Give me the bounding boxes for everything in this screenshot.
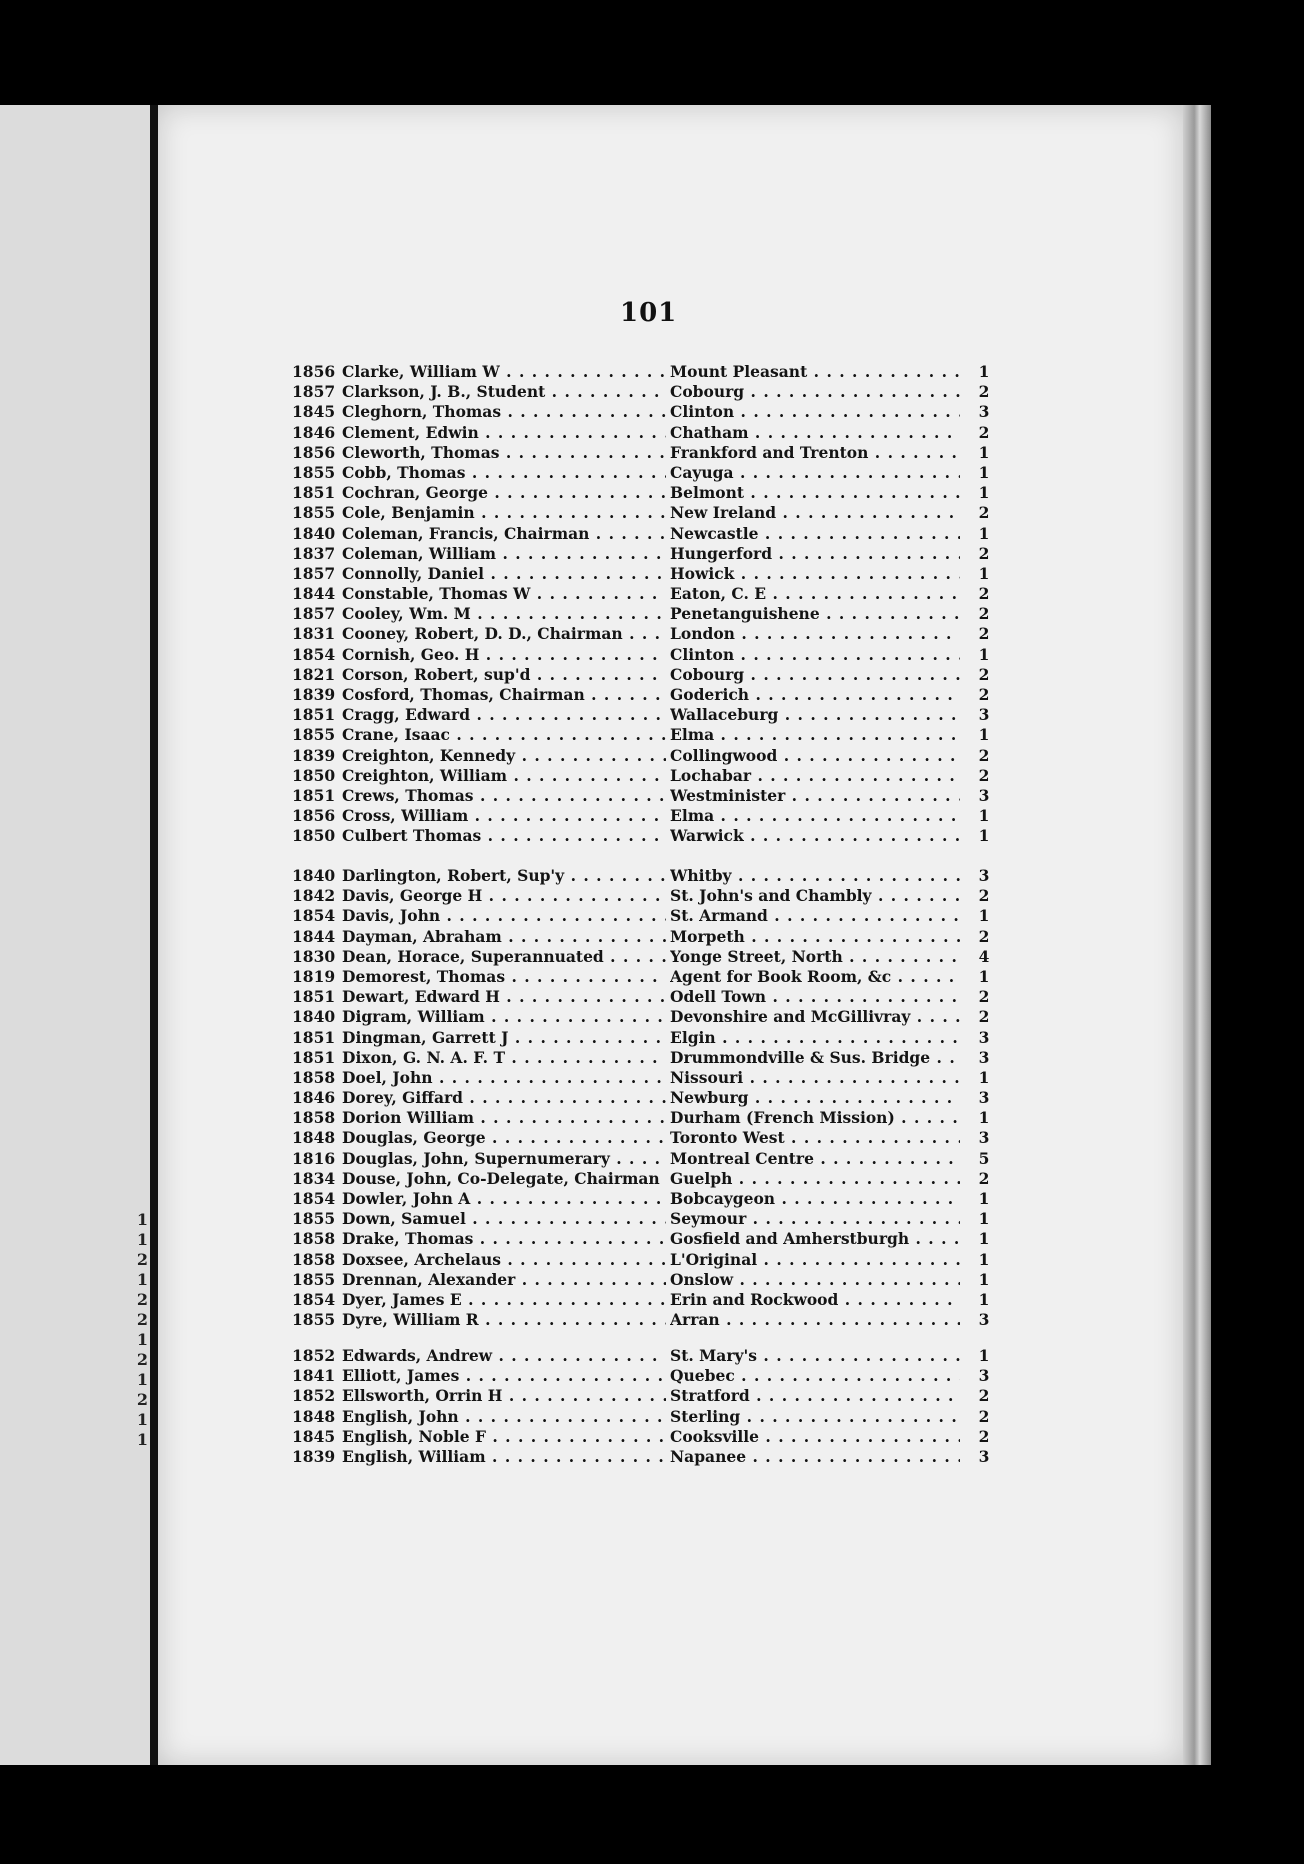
years-count: 2 <box>978 382 990 402</box>
minister-name: Dixon, G. N. A. F. T . . . <box>342 1048 666 1068</box>
years-count: 2 <box>978 604 990 624</box>
minister-name: Cross, William . . . <box>342 806 666 826</box>
entry-year: 1858 <box>292 1249 336 1269</box>
minister-name: English, William . . . <box>342 1447 666 1467</box>
years-count: 3 <box>978 705 990 725</box>
entry-year: 1855 <box>292 725 336 745</box>
directory-row <box>292 766 1012 786</box>
station-name: Seymour . . . <box>670 1209 960 1229</box>
years-count: 2 <box>978 624 990 644</box>
entry-year: 1855 <box>292 1269 336 1289</box>
minister-name: Dingman, Garrett J . . . <box>342 1028 666 1048</box>
minister-name: Cole, Benjamin . . . <box>342 503 666 523</box>
directory-row <box>292 1250 1012 1270</box>
station-name: Westminister . . . <box>670 786 960 806</box>
directory-row <box>292 987 1012 1007</box>
station-name: Lochabar . . . <box>670 766 960 786</box>
entry-year: 1851 <box>292 987 336 1007</box>
entry-year: 1858 <box>292 1067 336 1087</box>
years-count: 1 <box>978 462 990 482</box>
years-count: 2 <box>978 1406 990 1426</box>
minister-name: Drake, Thomas . . . <box>342 1229 666 1249</box>
station-name: London . . . <box>670 624 960 644</box>
station-name: New Ireland . . . <box>670 503 960 523</box>
years-count: 1 <box>978 906 990 926</box>
years-count: 1 <box>978 442 990 462</box>
station-name: St. Armand . . . <box>670 906 960 926</box>
directory-row <box>292 1290 1012 1310</box>
minister-name: Coleman, Francis, Chairman . . . <box>342 524 666 544</box>
directory-row <box>292 1068 1012 1088</box>
station-name: Drummondville & Sus. Bridge . . . <box>670 1048 960 1068</box>
entry-year: 1857 <box>292 382 336 402</box>
minister-name: Crews, Thomas . . . <box>342 786 666 806</box>
years-count: 3 <box>978 402 990 422</box>
station-name: Goderich . . . <box>670 685 960 705</box>
minister-name: Cornish, Geo. H . . . <box>342 645 666 665</box>
entry-year: 1856 <box>292 442 336 462</box>
years-count: 1 <box>978 966 990 986</box>
minister-name: Drennan, Alexander . . . <box>342 1270 666 1290</box>
years-count: 1 <box>978 826 990 846</box>
station-name: Devonshire and McGillivray . . . <box>670 1007 960 1027</box>
minister-name: Cosford, Thomas, Chairman . . . <box>342 685 666 705</box>
entry-year: 1816 <box>292 1148 336 1168</box>
minister-name: Doxsee, Archelaus . . . <box>342 1250 666 1270</box>
years-count: 2 <box>978 1386 990 1406</box>
years-count: 1 <box>978 644 990 664</box>
years-count: 2 <box>978 745 990 765</box>
directory-row <box>292 806 1012 826</box>
years-count: 3 <box>978 785 990 805</box>
minister-name: Digram, William . . . <box>342 1007 666 1027</box>
years-count: 2 <box>978 422 990 442</box>
station-name: Wallaceburg . . . <box>670 705 960 725</box>
section-d-entries <box>292 866 1012 1330</box>
entry-year: 1851 <box>292 785 336 805</box>
years-count: 1 <box>978 1229 990 1249</box>
entry-year: 1856 <box>292 806 336 826</box>
minister-name: Corson, Robert, sup'd . . . <box>342 665 666 685</box>
station-name: Cobourg . . . <box>670 382 960 402</box>
directory-row <box>292 886 1012 906</box>
entry-year: 1845 <box>292 402 336 422</box>
station-name: Agent for Book Room, &c . . . <box>670 967 960 987</box>
directory-row <box>292 1128 1012 1148</box>
station-name: Odell Town . . . <box>670 987 960 1007</box>
entry-year: 1854 <box>292 1289 336 1309</box>
directory-row <box>292 1028 1012 1048</box>
entry-year: 1842 <box>292 886 336 906</box>
entry-year: 1855 <box>292 1310 336 1330</box>
entry-year: 1851 <box>292 1027 336 1047</box>
years-count: 2 <box>978 926 990 946</box>
directory-row <box>292 1088 1012 1108</box>
directory-row <box>292 1270 1012 1290</box>
directory-row <box>292 1366 1012 1386</box>
directory-row <box>292 584 1012 604</box>
station-name: Onslow . . . <box>670 1270 960 1290</box>
years-count: 2 <box>978 543 990 563</box>
minister-name: Darlington, Robert, Sup'y . . . <box>342 866 666 886</box>
directory-row <box>292 503 1012 523</box>
minister-name: Davis, John . . . <box>342 906 666 926</box>
entry-year: 1855 <box>292 1209 336 1229</box>
entry-year: 1851 <box>292 705 336 725</box>
minister-name: Dean, Horace, Superannuated . . . <box>342 947 666 967</box>
page-stack-edge <box>1183 105 1211 1765</box>
station-name: Whitby . . . <box>670 866 960 886</box>
minister-name: Clement, Edwin . . . <box>342 423 666 443</box>
directory-row <box>292 362 1012 382</box>
facing-page-edge <box>0 105 150 1765</box>
years-count: 2 <box>978 1426 990 1446</box>
entry-year: 1837 <box>292 543 336 563</box>
years-count: 2 <box>978 664 990 684</box>
minister-name: Douse, John, Co-Delegate, Chairman . . . <box>342 1169 666 1189</box>
minister-name: Doel, John . . . <box>342 1068 666 1088</box>
entry-year: 1854 <box>292 644 336 664</box>
minister-name: Clarkson, J. B., Student . . . <box>342 382 666 402</box>
station-name: Hungerford . . . <box>670 544 960 564</box>
years-count: 4 <box>978 946 990 966</box>
station-name: Eaton, C. E . . . <box>670 584 960 604</box>
years-count: 1 <box>978 1189 990 1208</box>
minister-name: Dyre, William R . . . <box>342 1310 666 1330</box>
minister-name: Connolly, Daniel . . . <box>342 564 666 584</box>
directory-row <box>292 866 1012 886</box>
directory-row <box>292 564 1012 584</box>
facing-page-digit: 1 <box>136 1210 148 1229</box>
entry-year: 1840 <box>292 866 336 885</box>
facing-page-digit: 1 <box>136 1410 148 1429</box>
page-number: 101 <box>620 298 678 328</box>
station-name: Cayuga . . . <box>670 463 960 483</box>
directory-row <box>292 1346 1012 1366</box>
station-name: Quebec . . . <box>670 1366 960 1386</box>
years-count: 3 <box>978 1027 990 1047</box>
station-name: Warwick . . . <box>670 826 960 846</box>
facing-page-digit: 2 <box>136 1350 148 1369</box>
facing-page-digit: 2 <box>136 1290 148 1309</box>
entry-year: 1844 <box>292 926 336 946</box>
station-name: Morpeth . . . <box>670 927 960 947</box>
minister-name: Dorion William . . . <box>342 1108 666 1128</box>
entry-year: 1839 <box>292 1446 336 1466</box>
minister-name: Douglas, John, Supernumerary . . . <box>342 1149 666 1169</box>
directory-row <box>292 1209 1012 1229</box>
entry-year: 1830 <box>292 946 336 966</box>
station-name: Toronto West . . . <box>670 1128 960 1148</box>
station-name: Bobcaygeon . . . <box>670 1189 960 1209</box>
station-name: Clinton . . . <box>670 402 960 422</box>
minister-name: Cleworth, Thomas . . . <box>342 443 666 463</box>
minister-name: Douglas, George . . . <box>342 1128 666 1148</box>
minister-name: Cobb, Thomas . . . <box>342 463 666 483</box>
entry-year: 1841 <box>292 1366 336 1386</box>
directory-row <box>292 685 1012 705</box>
directory-row <box>292 947 1012 967</box>
minister-name: Coleman, William . . . <box>342 544 666 564</box>
facing-page-digit: 2 <box>136 1390 148 1409</box>
minister-name: Dorey, Giffard . . . <box>342 1088 666 1108</box>
years-count: 1 <box>978 362 990 381</box>
entry-year: 1852 <box>292 1346 336 1365</box>
minister-name: Creighton, Kennedy . . . <box>342 746 666 766</box>
station-name: Erin and Rockwood . . . <box>670 1290 960 1310</box>
entry-year: 1839 <box>292 745 336 765</box>
section-e-entries <box>292 1346 1012 1467</box>
station-name: Napanee . . . <box>670 1447 960 1467</box>
years-count: 1 <box>978 1067 990 1087</box>
years-count: 5 <box>978 1148 990 1168</box>
minister-name: Cochran, George . . . <box>342 483 666 503</box>
directory-row <box>292 483 1012 503</box>
years-count: 3 <box>978 1047 990 1067</box>
entry-year: 1848 <box>292 1128 336 1148</box>
station-name: Howick . . . <box>670 564 960 584</box>
years-count: 1 <box>978 483 990 503</box>
directory-row <box>292 1310 1012 1330</box>
directory-row <box>292 927 1012 947</box>
directory-row <box>292 382 1012 402</box>
directory-row <box>292 1189 1012 1209</box>
station-name: Frankford and Trenton . . . <box>670 443 960 463</box>
years-count: 3 <box>978 1088 990 1108</box>
directory-row <box>292 1108 1012 1128</box>
station-name: Durham (French Mission) . . . <box>670 1108 960 1128</box>
station-name: Clinton . . . <box>670 645 960 665</box>
station-name: Chatham . . . <box>670 423 960 443</box>
years-count: 3 <box>978 866 990 885</box>
minister-name: Dayman, Abraham . . . <box>342 927 666 947</box>
directory-row <box>292 1007 1012 1027</box>
years-count: 3 <box>978 1366 990 1386</box>
years-count: 1 <box>978 1346 990 1365</box>
minister-name: English, John . . . <box>342 1407 666 1427</box>
minister-name: Cooley, Wm. M . . . <box>342 604 666 624</box>
entry-year: 1844 <box>292 584 336 604</box>
years-count: 2 <box>978 685 990 704</box>
directory-row <box>292 725 1012 745</box>
minister-name: Demorest, Thomas . . . <box>342 967 666 987</box>
directory-row <box>292 967 1012 987</box>
directory-row <box>292 1048 1012 1068</box>
entry-year: 1858 <box>292 1229 336 1249</box>
directory-row <box>292 746 1012 766</box>
entry-year: 1848 <box>292 1406 336 1426</box>
station-name: Cobourg . . . <box>670 665 960 685</box>
entry-year: 1858 <box>292 1108 336 1128</box>
directory-row <box>292 826 1012 846</box>
station-name: Arran . . . <box>670 1310 960 1330</box>
years-count: 1 <box>978 1209 990 1229</box>
station-name: St. John's and Chambly . . . <box>670 886 960 906</box>
station-name: Elgin . . . <box>670 1028 960 1048</box>
station-name: Elma . . . <box>670 725 960 745</box>
entry-year: 1846 <box>292 422 336 442</box>
directory-row <box>292 1386 1012 1406</box>
directory-row <box>292 624 1012 644</box>
years-count: 2 <box>978 503 990 523</box>
directory-row <box>292 1407 1012 1427</box>
station-name: Belmont . . . <box>670 483 960 503</box>
minister-name: Elliott, James . . . <box>342 1366 666 1386</box>
entry-year: 1850 <box>292 826 336 846</box>
station-name: Montreal Centre . . . <box>670 1149 960 1169</box>
minister-name: Davis, George H . . . <box>342 886 666 906</box>
facing-page-digit: 1 <box>136 1230 148 1249</box>
facing-page-digit: 1 <box>136 1370 148 1389</box>
entry-year: 1840 <box>292 1007 336 1027</box>
years-count: 2 <box>978 1007 990 1027</box>
minister-name: Edwards, Andrew . . . <box>342 1346 666 1366</box>
years-count: 2 <box>978 584 990 604</box>
station-name: Yonge Street, North . . . <box>670 947 960 967</box>
minister-name: Dewart, Edward H . . . <box>342 987 666 1007</box>
entry-year: 1834 <box>292 1168 336 1188</box>
entry-year: 1852 <box>292 1386 336 1406</box>
years-count: 1 <box>978 725 990 745</box>
entry-year: 1839 <box>292 685 336 704</box>
minister-name: Cleghorn, Thomas . . . <box>342 402 666 422</box>
station-name: L'Original . . . <box>670 1250 960 1270</box>
directory-row <box>292 1149 1012 1169</box>
directory-row <box>292 423 1012 443</box>
entry-year: 1819 <box>292 966 336 986</box>
directory-row <box>292 1229 1012 1249</box>
minister-name: Dowler, John A . . . <box>342 1189 666 1209</box>
directory-row <box>292 705 1012 725</box>
years-count: 1 <box>978 1289 990 1309</box>
directory-row <box>292 524 1012 544</box>
facing-page-digit: 1 <box>136 1270 148 1289</box>
directory-row <box>292 544 1012 564</box>
directory-row <box>292 604 1012 624</box>
years-count: 2 <box>978 765 990 785</box>
years-count: 1 <box>978 1249 990 1269</box>
minister-name: Dyer, James E . . . <box>342 1290 666 1310</box>
station-name: Guelph . . . <box>670 1169 960 1189</box>
minister-name: Cooney, Robert, D. D., Chairman . . . <box>342 624 666 644</box>
page-gutter <box>150 105 158 1765</box>
station-name: Sterling . . . <box>670 1407 960 1427</box>
entry-year: 1821 <box>292 664 336 684</box>
station-name: Nissouri . . . <box>670 1068 960 1088</box>
directory-row <box>292 786 1012 806</box>
facing-page-digit: 2 <box>136 1250 148 1269</box>
station-name: Penetanguishene . . . <box>670 604 960 624</box>
entry-year: 1851 <box>292 483 336 503</box>
years-count: 1 <box>978 563 990 583</box>
minister-name: Culbert Thomas . . . <box>342 826 666 846</box>
station-name: Mount Pleasant . . . <box>670 362 960 382</box>
station-name: Cooksville . . . <box>670 1427 960 1447</box>
years-count: 1 <box>978 806 990 826</box>
station-name: Stratford . . . <box>670 1386 960 1406</box>
entry-year: 1850 <box>292 765 336 785</box>
years-count: 2 <box>978 987 990 1007</box>
directory-row <box>292 665 1012 685</box>
entry-year: 1855 <box>292 462 336 482</box>
directory-row <box>292 443 1012 463</box>
station-name: Gosfield and Amherstburgh . . . <box>670 1229 960 1249</box>
station-name: Newburg . . . <box>670 1088 960 1108</box>
entry-year: 1851 <box>292 1047 336 1067</box>
station-name: Newcastle . . . <box>670 524 960 544</box>
entry-year: 1854 <box>292 906 336 926</box>
entry-year: 1845 <box>292 1426 336 1446</box>
directory-row <box>292 1169 1012 1189</box>
entry-year: 1856 <box>292 362 336 381</box>
years-count: 1 <box>978 1269 990 1289</box>
entry-year: 1831 <box>292 624 336 644</box>
years-count: 2 <box>978 886 990 906</box>
entry-year: 1840 <box>292 523 336 543</box>
section-c-entries <box>292 362 1012 847</box>
directory-row <box>292 1427 1012 1447</box>
station-name: Collingwood . . . <box>670 746 960 766</box>
facing-page-digit: 2 <box>136 1310 148 1329</box>
directory-row <box>292 402 1012 422</box>
minister-name: Down, Samuel . . . <box>342 1209 666 1229</box>
directory-row <box>292 463 1012 483</box>
minister-name: English, Noble F . . . <box>342 1427 666 1447</box>
entry-year: 1857 <box>292 604 336 624</box>
years-count: 1 <box>978 1108 990 1128</box>
minister-name: Constable, Thomas W . . . <box>342 584 666 604</box>
facing-page-digit: 1 <box>136 1430 148 1449</box>
years-count: 3 <box>978 1310 990 1330</box>
entry-year: 1857 <box>292 563 336 583</box>
minister-name: Cragg, Edward . . . <box>342 705 666 725</box>
directory-row <box>292 906 1012 926</box>
minister-name: Crane, Isaac . . . <box>342 725 666 745</box>
minister-name: Ellsworth, Orrin H . . . <box>342 1386 666 1406</box>
entry-year: 1854 <box>292 1189 336 1208</box>
directory-row <box>292 1447 1012 1467</box>
directory-row <box>292 645 1012 665</box>
years-count: 2 <box>978 1168 990 1188</box>
minister-name: Clarke, William W . . . <box>342 362 666 382</box>
years-count: 3 <box>978 1446 990 1466</box>
entry-year: 1846 <box>292 1088 336 1108</box>
station-name: Elma . . . <box>670 806 960 826</box>
facing-page-digit: 1 <box>136 1330 148 1349</box>
station-name: St. Mary's . . . <box>670 1346 960 1366</box>
entry-year: 1855 <box>292 503 336 523</box>
minister-name: Creighton, William . . . <box>342 766 666 786</box>
years-count: 3 <box>978 1128 990 1148</box>
years-count: 1 <box>978 523 990 543</box>
